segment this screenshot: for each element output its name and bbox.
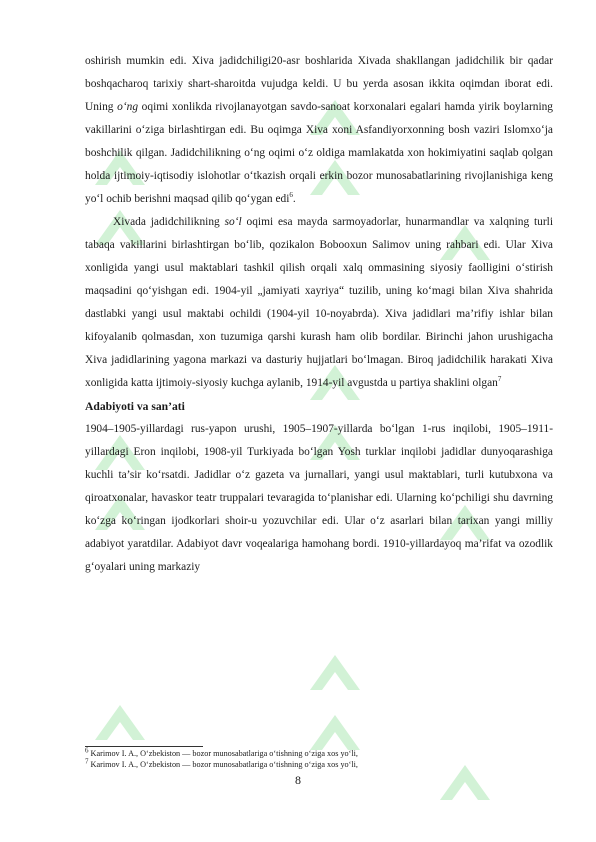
page-number: 8 [295, 773, 301, 787]
footnote-ref-6[interactable]: 6 [289, 191, 293, 200]
footnote-6-text: Karimov I. A., O‘zbekiston — bozor munosabatlariga o‘tishning o‘ziga xos yo‘li, [88, 749, 358, 758]
paragraph-1 [85, 50, 553, 211]
page-body [85, 50, 553, 579]
footnote-7 [85, 756, 553, 771]
footnote-6 [85, 746, 553, 760]
paragraph-2-text: Xivada jadidchilikning [113, 216, 225, 228]
footnote-ref-7[interactable]: 7 [497, 375, 502, 384]
footnote-6-number: 6 [85, 746, 89, 755]
section-heading: Adabiyoti va san’ati [85, 400, 185, 413]
paragraph-3: 1904–1905-yillardagi rus-yapon urushi, 1905–1907-yillarda bo‘lgan 1-rus inqilobi, 1905–1911-yillardagi Eron inqilobi, 1908-yil Turkiyada bo‘lgan Yosh turklar inqilobi jadidlar dunyoqarashiga kuchli ta’sir ko‘rsatdi. Jadidlar o‘z gazeta va jurnallari, yangi usul maktablari, turli kutubxona va qiroatxonalar, havaskor teatr truppalari tevaragida to‘planishar edi. Ularning ko‘pchiligi shu davrning ko‘zga ko‘ringan ijodkorlari shoir-u yozuvchilar edi. Ular o‘z asarlari bilan tarixan yangi milliy adabiyot yaratdilar. Adabiyot davr voqealariga hamohang bordi. 1910-yillardayoq ma’rifat va ozodlik g‘oyalari uning markaziy [85, 423, 553, 573]
footnote-7-number: 7 [85, 756, 89, 765]
paragraph-1-end: . [292, 193, 296, 205]
footnote-divider [85, 746, 203, 747]
paragraph-2 [85, 211, 553, 395]
paragraph-2-tail: oqimi esa mayda sarmoyadorlar, hunarmandlar va xalqning turli tabaqa vakillarini birlashtirgan bo‘lib, qozikalon Bobooxun Salimov uning rahbari edi. Ular Xiva xonligida yangi usul maktablari tashkil qilish orqali xalq ommasining siyosiy faolligini o‘stirish maqsadini qo‘yishgan edi. 1904-yil „jamiyati xayriya“ tuzilib, uning ko‘magi bilan Xiva shahrida dastlabki yangi usul maktabi ochildi (1904-yil 10-noyabrda). Xiva jadidlari ma’rifiy ishlar bilan kifoyalanib qolmasdan, xon tuzumiga qarshi kurash ham olib bordilar. Birinchi jahon urushigacha Xiva jadidlarining yagona markazi va dasturiy hujjatlari bo‘lmagan. Biroq jadidchilik harakati Xiva xonligida katta ijtimoiy-siyosiy kuchga aylanib, 1914-yil avgustda u partiya shaklini olgan [85, 216, 554, 389]
paragraph-1-tail: oqimi xonlikda rivojlanayotgan savdo-sanoat korxonalari egalari hamda yirik boylarning vakillarini o‘ziga birlashtirgan edi. Bu oqimga Xiva xoni Asfandiyorxonning bosh vaziri Islomxo‘ja boshchilik qilgan. Jadidchilikning o‘ng oqimi o‘z oldiga mamlakatda xon hokimiyatini saqlab qolgan holda ijtimoiy-iqtisodiy islohotlar o‘tkazish orqali erkin bozor munosabatlarining rivojlanishiga keng yo‘l ochib berishni maqsad qilib qo‘ygan edi [85, 101, 553, 205]
paragraph-1-italic: o‘ng [117, 101, 139, 113]
paragraph-2-italic: so‘l [224, 216, 242, 228]
footnotes [85, 746, 553, 770]
paragraph-1-text: oshirish mumkin edi. Xiva jadidchiligi20-asr boshlarida Xivada shakllangan jadidchilik bir qadar boshqacharoq tarixiy shart-sharoitda vujudga keldi. U bu yerda asosan ikkita oqimdan iborat edi. Uning [85, 55, 553, 113]
footnote-7-text: Karimov I. A., O‘zbekiston — bozor munosabatlariga o‘tishning o‘ziga xos yo‘li, [88, 759, 358, 769]
